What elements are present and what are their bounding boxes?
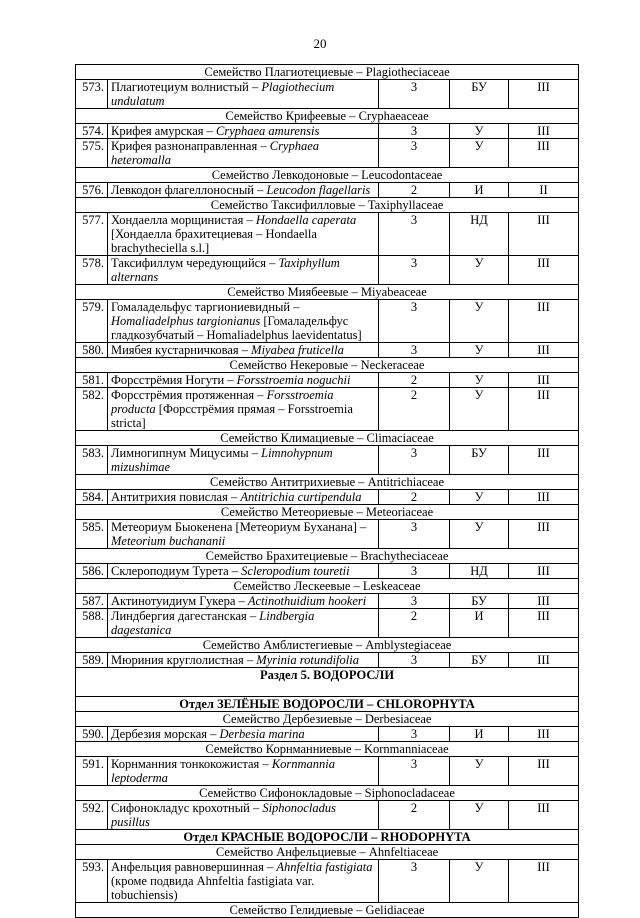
status-code: БУ bbox=[450, 80, 509, 109]
status-code: У bbox=[450, 757, 509, 786]
species-row bbox=[76, 139, 579, 168]
status-code: У bbox=[450, 388, 509, 431]
species-number: 586. bbox=[76, 564, 108, 579]
latin-name: Homaliadelphus targionianus bbox=[111, 314, 261, 328]
latin-name: Hondaella caperata bbox=[255, 213, 357, 227]
species-name bbox=[108, 490, 379, 505]
species-name bbox=[108, 801, 379, 830]
latin-name: Taxiphyllum alternans bbox=[111, 256, 340, 284]
red-book-category: III bbox=[509, 343, 579, 358]
family-title: Семейство Лескеевые – Leskeaceae bbox=[76, 579, 579, 594]
russian-name: Плагиотециум волнистый – bbox=[111, 80, 262, 94]
family-title: Семейство Анфельциевые – Ahnfeltiaceae bbox=[76, 845, 579, 860]
species-name bbox=[108, 446, 379, 475]
species-row bbox=[76, 564, 579, 579]
russian-name: Корнманния тонкокожистая – bbox=[111, 757, 272, 771]
species-name bbox=[108, 520, 379, 549]
latin-name: Siphonocladus pusillus bbox=[111, 801, 336, 829]
status-code: У bbox=[450, 373, 509, 388]
latin-name: Meteorium buchananii bbox=[111, 534, 226, 548]
species-number: 591. bbox=[76, 757, 108, 786]
species-number: 574. bbox=[76, 124, 108, 139]
red-book-category: III bbox=[509, 564, 579, 579]
section-title: Раздел 5. ВОДОРОСЛИ bbox=[76, 668, 579, 697]
species-name bbox=[108, 653, 379, 668]
latin-name: Miyabea fruticella bbox=[251, 343, 344, 357]
species-name bbox=[108, 256, 379, 285]
species-row bbox=[76, 594, 579, 609]
status-code: И bbox=[450, 609, 509, 638]
family-row bbox=[76, 198, 579, 213]
latin-name: Forsstroemia producta bbox=[111, 388, 334, 416]
red-book-category: III bbox=[509, 594, 579, 609]
species-row bbox=[76, 490, 579, 505]
family-title: Семейство Левкодоновые – Leucodontaceae bbox=[76, 168, 579, 183]
status-code: У bbox=[450, 520, 509, 549]
rarity-category: 3 bbox=[379, 564, 450, 579]
family-row bbox=[76, 109, 579, 124]
rarity-category: 2 bbox=[379, 373, 450, 388]
red-book-category: III bbox=[509, 490, 579, 505]
name-note: [Гомаладельфус гладкозубчатый – Homaliadelphus laevidentatus] bbox=[111, 314, 362, 342]
species-number: 575. bbox=[76, 139, 108, 168]
russian-name: Антитрихия повислая – bbox=[111, 490, 241, 504]
red-book-category: III bbox=[509, 609, 579, 638]
species-name bbox=[108, 757, 379, 786]
species-number: 577. bbox=[76, 213, 108, 256]
red-book-category: III bbox=[509, 300, 579, 343]
status-code: НД bbox=[450, 564, 509, 579]
red-book-category: III bbox=[509, 520, 579, 549]
rarity-category: 3 bbox=[379, 213, 450, 256]
latin-name: Ahnfeltia fastigiata bbox=[276, 860, 373, 874]
species-row bbox=[76, 520, 579, 549]
species-row bbox=[76, 446, 579, 475]
species-row bbox=[76, 388, 579, 431]
species-number: 588. bbox=[76, 609, 108, 638]
family-title: Семейство Плагиотециевые – Plagiotheciaceae bbox=[76, 65, 579, 80]
family-row bbox=[76, 285, 579, 300]
species-row bbox=[76, 124, 579, 139]
species-name bbox=[108, 727, 379, 742]
species-name bbox=[108, 564, 379, 579]
russian-name: Форсстрёмия протяженная – bbox=[111, 388, 267, 402]
status-code: У bbox=[450, 860, 509, 903]
species-name bbox=[108, 139, 379, 168]
species-number: 582. bbox=[76, 388, 108, 431]
family-title: Семейство Дербезиевые – Derbesiaceae bbox=[76, 712, 579, 727]
latin-name: Cryphaea heteromalla bbox=[111, 139, 320, 167]
name-note: (кроме подвида Ahnfeltia fastigiata var. tobuchiensis) bbox=[111, 874, 315, 902]
rarity-category: 3 bbox=[379, 300, 450, 343]
status-code: У bbox=[450, 256, 509, 285]
latin-name: Forsstroemia noguchii bbox=[236, 373, 351, 387]
red-book-category: III bbox=[509, 801, 579, 830]
species-name bbox=[108, 124, 379, 139]
division-row bbox=[76, 830, 579, 845]
species-name bbox=[108, 860, 379, 903]
family-row bbox=[76, 742, 579, 757]
latin-name: Myrinia rotundifolia bbox=[256, 653, 359, 667]
russian-name: Лимногипнум Мицусимы – bbox=[111, 446, 262, 460]
status-code: У bbox=[450, 300, 509, 343]
latin-name: Lindbergia dagestanica bbox=[111, 609, 315, 637]
species-row bbox=[76, 860, 579, 903]
family-title: Семейство Метеориевые – Meteoriaceae bbox=[76, 505, 579, 520]
status-code: У bbox=[450, 139, 509, 168]
name-note: [Хондаелла брахитециевая – Hondaella brachytheciella s.l.] bbox=[111, 227, 317, 255]
species-number: 576. bbox=[76, 183, 108, 198]
family-row bbox=[76, 638, 579, 653]
division-row bbox=[76, 697, 579, 712]
species-number: 585. bbox=[76, 520, 108, 549]
rarity-category: 3 bbox=[379, 860, 450, 903]
family-row bbox=[76, 505, 579, 520]
family-title: Семейство Сифонокладовые – Siphonocladaceae bbox=[76, 786, 579, 801]
status-code: У bbox=[450, 343, 509, 358]
russian-name: Мюриния круглолистная – bbox=[111, 653, 257, 667]
family-row bbox=[76, 475, 579, 490]
russian-name: Форсстрёмия Ногути – bbox=[111, 373, 237, 387]
species-number: 573. bbox=[76, 80, 108, 109]
species-row bbox=[76, 183, 579, 198]
family-title: Семейство Амблистегиевые – Amblystegiaceae bbox=[76, 638, 579, 653]
family-row bbox=[76, 579, 579, 594]
russian-name: Левкодон флагеллоносный – bbox=[111, 183, 267, 197]
rarity-category: 2 bbox=[379, 388, 450, 431]
species-number: 584. bbox=[76, 490, 108, 505]
latin-name: Derbesia marina bbox=[219, 727, 305, 741]
rarity-category: 3 bbox=[379, 343, 450, 358]
latin-name: Kornmannia leptoderma bbox=[111, 757, 336, 785]
family-row bbox=[76, 786, 579, 801]
latin-name: Actinothuidium hookeri bbox=[247, 594, 367, 608]
russian-name: Линдбергия дагестанская – bbox=[111, 609, 260, 623]
status-code: НД bbox=[450, 213, 509, 256]
species-number: 579. bbox=[76, 300, 108, 343]
status-code: БУ bbox=[450, 446, 509, 475]
rarity-category: 3 bbox=[379, 653, 450, 668]
status-code: И bbox=[450, 727, 509, 742]
species-row bbox=[76, 653, 579, 668]
russian-name: Сифонокладус крохотный – bbox=[111, 801, 263, 815]
species-name bbox=[108, 373, 379, 388]
red-book-category: III bbox=[509, 727, 579, 742]
family-title: Семейство Крифеевые – Cryphaeaceae bbox=[76, 109, 579, 124]
family-title: Семейство Миябеевые – Miyabeaceae bbox=[76, 285, 579, 300]
species-row bbox=[76, 373, 579, 388]
family-title: Семейство Брахитециевые – Brachytheciaceae bbox=[76, 549, 579, 564]
species-row bbox=[76, 300, 579, 343]
russian-name: Метеориум Быокенена [Метеориум Буханана] – bbox=[111, 520, 367, 534]
red-book-category: III bbox=[509, 124, 579, 139]
status-code: У bbox=[450, 801, 509, 830]
red-book-category: III bbox=[509, 139, 579, 168]
division-title: Отдел КРАСНЫЕ ВОДОРОСЛИ – RHODOPHYTA bbox=[76, 830, 579, 845]
species-row bbox=[76, 727, 579, 742]
name-note: [Форсстрёмия прямая – Forsstroemia stricta] bbox=[111, 402, 353, 430]
species-number: 583. bbox=[76, 446, 108, 475]
species-row bbox=[76, 80, 579, 109]
red-book-category: III bbox=[509, 373, 579, 388]
rarity-category: 3 bbox=[379, 594, 450, 609]
rarity-category: 3 bbox=[379, 520, 450, 549]
red-book-category: II bbox=[509, 183, 579, 198]
species-row bbox=[76, 757, 579, 786]
rarity-category: 3 bbox=[379, 139, 450, 168]
status-code: И bbox=[450, 183, 509, 198]
species-name bbox=[108, 388, 379, 431]
species-row bbox=[76, 343, 579, 358]
status-code: У bbox=[450, 490, 509, 505]
rarity-category: 3 bbox=[379, 727, 450, 742]
red-book-category: III bbox=[509, 446, 579, 475]
status-code: БУ bbox=[450, 653, 509, 668]
russian-name: Крифея амурская – bbox=[111, 124, 216, 138]
division-title: Отдел ЗЕЛЁНЫЕ ВОДОРОСЛИ – CHLOROPHYTA bbox=[76, 697, 579, 712]
species-number: 581. bbox=[76, 373, 108, 388]
red-book-category: III bbox=[509, 80, 579, 109]
family-title: Семейство Антитрихиевые – Antitrichiaceae bbox=[76, 475, 579, 490]
family-title: Семейство Гелидиевые – Gelidiaceae bbox=[76, 903, 579, 918]
family-title: Семейство Таксифилловые – Taxiphyllaceae bbox=[76, 198, 579, 213]
rarity-category: 3 bbox=[379, 124, 450, 139]
species-number: 593. bbox=[76, 860, 108, 903]
species-number: 592. bbox=[76, 801, 108, 830]
red-book-category: III bbox=[509, 757, 579, 786]
red-book-category: III bbox=[509, 388, 579, 431]
russian-name: Дербезия морская – bbox=[111, 727, 220, 741]
latin-name: Scleropodium touretii bbox=[241, 564, 350, 578]
family-row bbox=[76, 358, 579, 373]
species-name bbox=[108, 609, 379, 638]
species-number: 590. bbox=[76, 727, 108, 742]
family-row bbox=[76, 65, 579, 80]
species-table bbox=[75, 64, 579, 918]
section-row bbox=[76, 668, 579, 697]
russian-name: Таксифиллум чередующийся – bbox=[111, 256, 279, 270]
red-book-category: III bbox=[509, 256, 579, 285]
status-code: БУ bbox=[450, 594, 509, 609]
russian-name: Миябея кустарничковая – bbox=[111, 343, 252, 357]
latin-name: Leucodon flagellaris bbox=[266, 183, 371, 197]
species-name bbox=[108, 594, 379, 609]
rarity-category: 3 bbox=[379, 757, 450, 786]
latin-name: Plagiothecium undulatum bbox=[111, 80, 335, 108]
red-book-category: III bbox=[509, 860, 579, 903]
rarity-category: 2 bbox=[379, 490, 450, 505]
family-row bbox=[76, 549, 579, 564]
species-name bbox=[108, 213, 379, 256]
species-row bbox=[76, 801, 579, 830]
species-table-body bbox=[76, 65, 579, 918]
rarity-category: 3 bbox=[379, 446, 450, 475]
species-name bbox=[108, 343, 379, 358]
rarity-category: 2 bbox=[379, 183, 450, 198]
species-number: 587. bbox=[76, 594, 108, 609]
rarity-category: 3 bbox=[379, 80, 450, 109]
species-number: 589. bbox=[76, 653, 108, 668]
russian-name: Хондаелла морщинистая – bbox=[111, 213, 256, 227]
rarity-category: 2 bbox=[379, 609, 450, 638]
family-title: Семейство Климациевые – Climaciaceae bbox=[76, 431, 579, 446]
russian-name: Актинотуидиум Гукера – bbox=[111, 594, 248, 608]
page-number: 20 bbox=[313, 36, 327, 51]
species-number: 580. bbox=[76, 343, 108, 358]
species-row bbox=[76, 256, 579, 285]
family-title: Семейство Некеровые – Neckeraceae bbox=[76, 358, 579, 373]
species-row bbox=[76, 609, 579, 638]
family-row bbox=[76, 168, 579, 183]
red-book-category: III bbox=[509, 213, 579, 256]
rarity-category: 2 bbox=[379, 801, 450, 830]
russian-name: Склероподиум Турета – bbox=[111, 564, 242, 578]
species-name bbox=[108, 300, 379, 343]
latin-name: Cryphaea amurensis bbox=[216, 124, 320, 138]
red-book-category: III bbox=[509, 653, 579, 668]
family-row bbox=[76, 712, 579, 727]
family-title: Семейство Корнманниевые – Kornmanniaceae bbox=[76, 742, 579, 757]
family-row bbox=[76, 431, 579, 446]
species-name bbox=[108, 80, 379, 109]
family-row bbox=[76, 845, 579, 860]
species-row bbox=[76, 213, 579, 256]
latin-name: Antitrichia curtipendula bbox=[240, 490, 362, 504]
latin-name: Limnohypnum mizushimae bbox=[111, 446, 333, 474]
rarity-category: 3 bbox=[379, 256, 450, 285]
status-code: У bbox=[450, 124, 509, 139]
species-name bbox=[108, 183, 379, 198]
species-number: 578. bbox=[76, 256, 108, 285]
russian-name: Анфельция равновершинная – bbox=[111, 860, 277, 874]
russian-name: Крифея разнонаправленная – bbox=[111, 139, 270, 153]
russian-name: Гомаладельфус таргиониевидный – bbox=[111, 300, 300, 314]
